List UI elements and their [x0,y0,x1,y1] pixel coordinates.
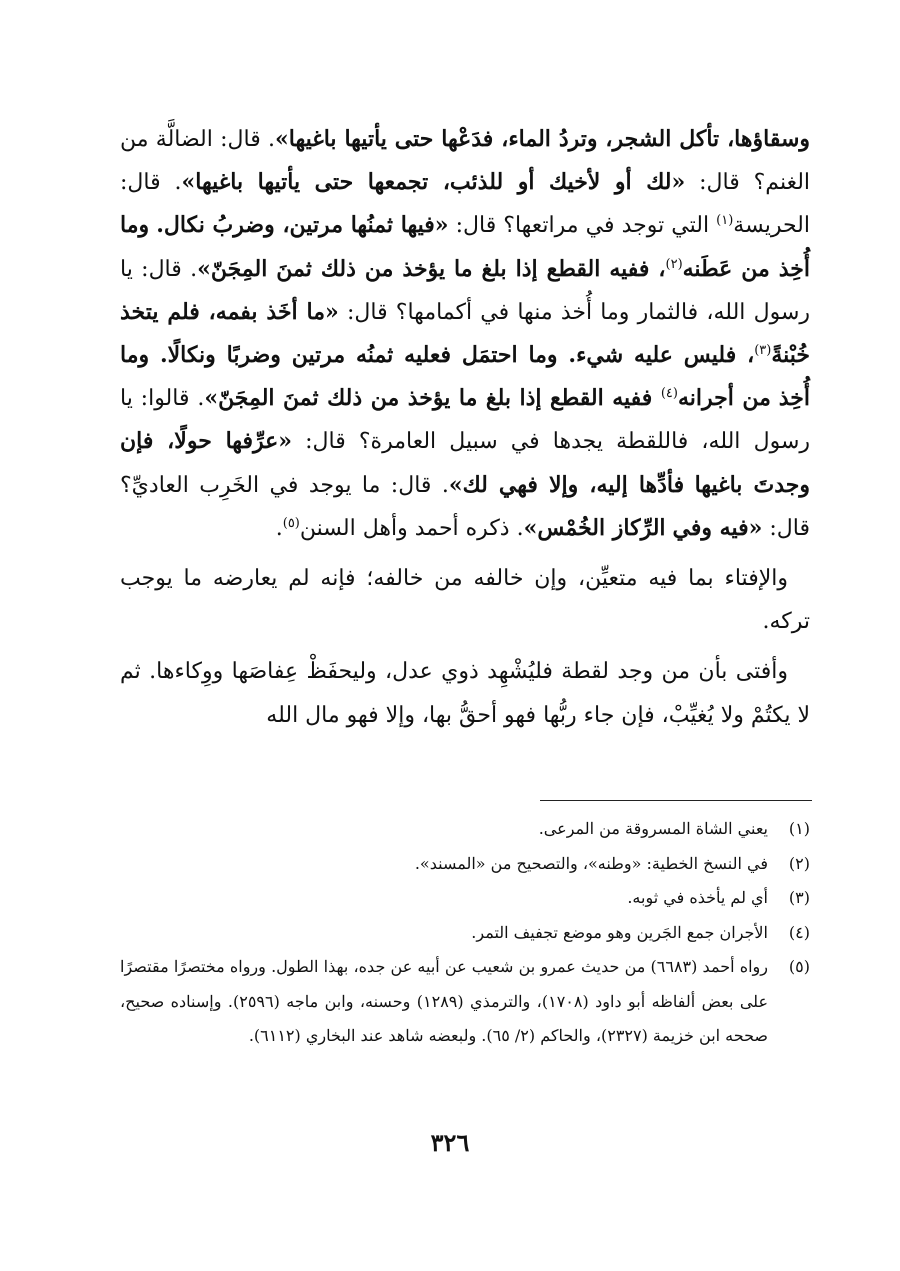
text-run: . قالوا: يا رسول [120,386,811,455]
paragraph-luqata [120,650,810,736]
footnote-text: أي لم يأخذه في ثوبه. [627,888,768,907]
page-number: ٣٢٦ [430,1128,470,1157]
footnote-marker: (١) [716,213,734,229]
footnote-4 [120,916,810,951]
text-run: . ذكره أحمد وأهل السنن [299,515,524,541]
text-run: تركه. [762,609,810,635]
footnote-line: والحاكم (٢/ ٦٥). ولبعضه شاهد عند البخاري (٦١١٢). [248,1026,591,1045]
text-run: . قال: [120,170,182,196]
footnote-3 [120,881,810,916]
text-run: الله، فاللقطة يجدها في سبيل العامرة؟ قال: [291,429,741,455]
text-run: وسقاؤها، تأكل الشجر، وتردُ الماء، فدَعْها حتى يأتيها باغيها» [274,126,811,152]
footnote-text: يعني الشاة المسروقة من المرعى. [538,819,768,838]
footnote-marker: (٣) [754,343,772,359]
text-run: فأدِّها إليه، وإلا فهي لك» [448,471,685,498]
footnote-number: (٤) [788,922,810,942]
text-run: «عرِّفها حولًا، فإن وجدتَ باغيها [120,428,810,498]
footnote-text [120,950,768,1054]
paragraph-hadith [120,118,810,550]
text-run: ووِكاءها. ثم لا يكتُمْ ولا يُغيِّبْ، فإن جاء ربُّها فهو أحقُّ بها، وإلا فهو مال الله [120,659,810,728]
footnote-line: رواه أحمد (٦٦٨٣) من حديث عمرو بن شعيب عن أبيه عن جده، بهذا الطول. [271,957,768,976]
main-text [120,118,810,737]
footnote-marker: (٤) [660,386,678,402]
text-run: «لك أو لأخيك أو للذئب، تجمعها حتى يأتيها باغيها» [181,169,686,196]
footnote-number: (٢) [788,853,810,873]
footnote-text: في النسخ الخطية: «وطنه»، والتصحيح من «المسند». [414,853,768,873]
footnote-5 [120,950,810,1054]
text-run: يا رسول الله، فالثمار وما أُخذ منها في أكمامها؟ قال: [120,256,810,325]
text-run: خُبْنةً [771,342,810,369]
paragraph-ifta [120,557,810,643]
text-run: ، فليس عليه شيء. وما احتمَل فعليه ثمنُه مرتين وضربًا ونكالًا. وما أُخِذ [120,342,810,412]
text-run: الغنم؟ قال: [685,170,811,196]
text-run: التي توجد في مراتعها؟ قال: [448,213,717,239]
text-run: والإفتاء بما فيه متعيِّن، وإن خالفه من خالفه؛ فإنه لم يعارضه ما يوجب [120,566,788,592]
footnote-marker: (٢) [665,256,683,272]
footnote-line: وحسنه، وابن ماجه (٢٥٩٦). وإسناده صحيح، صححه ابن خزيمة (٢٣٢٧)، [120,991,768,1045]
text-run: «ما أخَذ بفمه، فلم يتخذ [120,298,339,325]
footnote-number: (٥) [788,957,810,976]
text-run: الرِّكاز الخُمْس» [523,514,666,541]
text-run: «فيه وفي [672,514,763,541]
text-run: ، ففيه القطع إذا بلغ ما يؤخذ من ذلك ثمنَ المِجَنّ» [197,255,666,282]
text-run: ففيه القطع إذا بلغ ما يؤخذ من ذلك ثمنَ المِجَنّ» [204,385,661,412]
text-run: من أجرانه [677,385,771,412]
footnote-text: الأجران جمع الجَرين وهو موضع تجفيف التمر. [471,922,768,942]
text-run: . [275,515,283,541]
footnote-number: (١) [788,819,810,838]
footnote-number: (٣) [788,888,810,907]
text-run: . قال: الضالَّة من [120,127,275,152]
footnote-marker: (٥) [282,515,300,531]
text-run: «فيها ثمنُها مرتين، وضربُ نكال. [156,212,449,239]
footnote-separator [540,800,812,801]
footnotes [120,812,810,1054]
footnote-2 [120,847,810,882]
footnote-line: ورواه مختصرًا مقتصرًا على بعض ألفاظه أبو داود (١٧٠٨)، والترمذي (١٢٨٩) [120,957,769,1011]
text-run: . قال: ما يوجد في الخَرِب العاديِّ؟ قال: [120,472,810,541]
text-run: . قال: [141,256,198,282]
text-run: الحريسة [733,213,810,239]
text-run: وما أُخِذ من عَطَنه [120,212,811,282]
text-run: وأفتى بأن من وجد لقطة فليُشْهِد ذوي عدل، وليحفَظْ عِفاصَها [231,659,789,685]
footnote-1 [120,812,810,847]
